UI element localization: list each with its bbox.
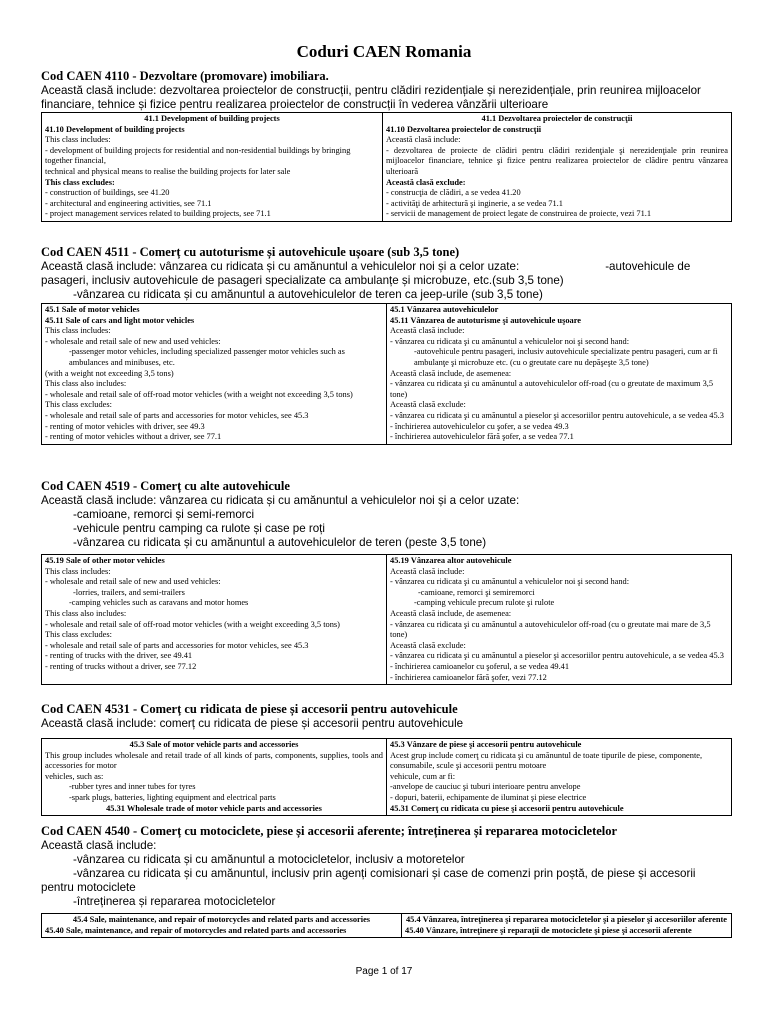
class-code: 41.10 Dezvoltarea proiectelor de construcţii	[386, 124, 542, 134]
include-item: (with a weight not exceeding 3,5 tons)	[45, 368, 174, 378]
group-title: 45.4 Vânzarea, întreţinerea şi repararea motocicletelor şi a pieselor şi accesoriilor aferente	[405, 915, 728, 924]
include-item: -camping vehicles such as caravans and motor homes	[69, 598, 249, 608]
include-item: -rubber tyres and inner tubes for tyres	[69, 782, 196, 792]
nace-comparison-table-4110	[41, 112, 732, 222]
section-4531	[41, 702, 731, 731]
includes-label: Această clasă include:	[390, 326, 465, 336]
section-intro	[41, 260, 731, 302]
intro-bullet: -camioane, remorci și semi-remorci	[73, 508, 255, 521]
intro-bullet: -vânzarea cu ridicata și cu amănuntul a autovehiculelor de teren (peste 3,5 tone)	[73, 536, 487, 549]
romanian-column	[387, 555, 732, 685]
english-column	[42, 914, 402, 938]
class-code: 45.19 Vânzarea altor autovehicule	[390, 556, 512, 565]
nace-comparison-table-4511	[41, 303, 732, 445]
exclude-item: - renting of motor vehicles without a driver, see 77.1	[45, 432, 222, 442]
include-item: -camioane, remorci şi semiremorci	[418, 587, 535, 597]
group-title: 41.1 Dezvoltarea proiectelor de construcţii	[481, 114, 633, 123]
exclude-item: - renting of trucks without a driver, see 77.12	[45, 661, 197, 671]
exclude-item: - închirierea autovehiculelor fără şofer, a se vedea 77.1	[390, 432, 574, 442]
section-intro	[41, 84, 731, 112]
include-item: -passenger motor vehicles, including specialized passenger motor vehicles such as ambulances and minibuses, etc.	[69, 347, 345, 367]
include-item: -camping vehicule precum rulote şi rulote	[414, 598, 555, 608]
section-intro	[41, 494, 731, 550]
section-heading: Cod CAEN 4540 - Comerț cu motociclete, piese și accesorii aferente; întreținerea și repararea motocicletelor	[41, 824, 618, 838]
nace-comparison-table-4531	[41, 738, 732, 816]
class-code: 41.10 Development of building projects	[45, 124, 185, 134]
intro-bullet: -vehicule pentru camping ca rulote și case pe roți	[73, 522, 325, 535]
exclude-item: - wholesale and retail sale of parts and accessories for motor vehicles, see 45.3	[45, 640, 309, 650]
intro-bullet: -vânzarea cu ridicata și cu amănuntul, inclusiv prin agenți comisionari și case de comenzi prin poștă, de piese și accesorii	[73, 867, 696, 880]
class-code: 45.40 Vânzare, întreţinere şi reparaţii de motociclete şi piese şi accesorii aferente	[405, 925, 692, 935]
excludes-label: This class excludes:	[45, 400, 112, 410]
exclude-item: - vânzarea cu ridicata şi cu amănuntul a pieselor şi accesoriilor pentru autovehicule, a se vedea 45.3	[390, 651, 724, 661]
exclude-item: - construction of buildings, see 41.20	[45, 188, 170, 198]
class-code: 45.11 Sale of cars and light motor vehicles	[45, 315, 195, 325]
intro-line: Această clasă include: comerț cu ridicata de piese și accesorii pentru autovehicule	[41, 717, 464, 730]
class-code: 45.11 Vânzarea de autoturisme şi autovehicule uşoare	[390, 315, 581, 325]
intro-line: Această clasă include: vânzarea cu ridicata și cu amănuntul a vehiculelor noi și a celor uzate:	[41, 494, 520, 507]
romanian-column	[387, 304, 732, 445]
exclude-item: - închirierea autovehiculelor cu şofer, a se vedea 49.3	[390, 421, 569, 431]
include-item: - wholesale and retail sale of off-road motor vehicles (with a weight exceeding 3,5 tons)	[45, 619, 340, 629]
intro-line: Această clasă include: vânzarea cu ridicata și cu amănuntul a vehiculelor noi și a celor uzate: -autovehicule de	[41, 260, 691, 273]
exclude-item: - renting of trucks with the driver, see 49.41	[45, 651, 193, 661]
section-heading: Cod CAEN 4110 - Dezvoltare (promovare) imobiliara.	[41, 69, 329, 83]
page-number: Page 1 of 17	[355, 966, 413, 977]
exclude-item: - închirierea camioanelor fără şofer, vezi 77.12	[390, 672, 547, 682]
intro-line: financiare, tehnice și fizice pentru realizarea proiectelor de construcții în vederea vânzării ulterioare	[41, 98, 549, 111]
include-item: - dopuri, baterii, echipamente de iluminat şi piese electrice	[390, 792, 587, 802]
section-4110	[41, 69, 731, 112]
class-code: 45.19 Sale of other motor vehicles	[45, 556, 165, 565]
exclude-item: - închirierea camioanelor cu şoferul, a se vedea 49.41	[390, 661, 570, 671]
include-item: - wholesale and retail sale of off-road motor vehicles (with a weight not exceeding 3,5 tons)	[45, 389, 353, 399]
include-item: -autovehicule pentru pasageri, inclusiv autovehicule specializate pentru pasageri, cum ar fi ambulanţe şi microbuze etc. (cu o greutate care nu depăşeşte 3,5 tone)	[414, 347, 718, 367]
includes-label: Această clasă include:	[386, 135, 461, 145]
english-column	[42, 555, 387, 685]
include-item: - vânzarea cu ridicata şi cu amănuntul a autovehiculelor off-road (cu o greutate de maximum 3,5 tone)	[390, 379, 714, 399]
exclude-item: - renting of motor vehicles with driver, see 49.3	[45, 421, 205, 431]
group-title: 41.1 Development of building projects	[144, 114, 280, 123]
document-title: Coduri CAEN Romania	[296, 42, 472, 61]
exclude-item: - construcţia de clădiri, a se vedea 41.20	[386, 188, 521, 198]
group-description: This group includes wholesale and retail trade of all kinds of parts, components, supplies, tools and accessories for motor	[45, 750, 383, 771]
include-item: - vânzarea cu ridicata şi cu amănuntul a vehiculelor noi şi second hand:	[390, 336, 630, 346]
intro-bullet: -vânzarea cu ridicata și cu amănuntul a autovehiculelor de teren ca jeep-urile (sub 3,5 tone)	[73, 288, 543, 301]
include-item: -lorries, trailers, and semi-trailers	[73, 587, 185, 597]
exclude-item: - vânzarea cu ridicata şi cu amănuntul a pieselor şi accesoriilor pentru autovehicule, a se vedea 45.3	[390, 410, 724, 420]
also-includes-label: This class also includes:	[45, 608, 127, 618]
also-includes-label: Această clasă include, de asemenea:	[390, 368, 512, 378]
excludes-label: Această clasă exclude:	[390, 640, 466, 650]
also-includes-label: This class also includes:	[45, 379, 127, 389]
also-includes-label: Această clasă include, de asemenea:	[390, 608, 512, 618]
group-description: vehicule, cum ar fi:	[390, 771, 456, 781]
include-item: - wholesale and retail sale of new and used vehicles:	[45, 336, 221, 346]
intro-line: pasageri, inclusiv autovehicule de pasageri specializate ca ambulanțe și microbuze, etc.(sub 3,5 tone)	[41, 274, 564, 287]
includes-label: This class includes:	[45, 135, 111, 145]
group-title: 45.3 Sale of motor vehicle parts and accessories	[129, 740, 299, 749]
include-item: - vânzarea cu ridicata şi cu amănuntul a vehiculelor noi şi second hand:	[390, 577, 630, 587]
include-item: technical and physical means to realise the building projects for later sale	[45, 166, 291, 176]
includes-label: This class includes:	[45, 326, 111, 336]
includes-label: This class includes:	[45, 566, 111, 576]
group-title: 45.1 Vânzarea autovehiculelor	[390, 305, 499, 314]
romanian-column	[383, 113, 732, 222]
section-intro	[41, 839, 731, 909]
exclude-item: - servicii de management de proiect legate de construirea de proiecte, vezi 71.1	[386, 209, 652, 219]
english-column	[42, 739, 387, 816]
excludes-label: This class excludes:	[45, 177, 115, 187]
intro-bullet: -întreținerea și repararea motocicletelor	[73, 895, 276, 908]
class-code: 45.31 Wholesale trade of motor vehicle parts and accessories	[106, 803, 322, 813]
include-item: - wholesale and retail sale of new and used vehicles:	[45, 577, 221, 587]
exclude-item: - project management services related to building projects, see 71.1	[45, 209, 271, 219]
includes-label: Această clasă include:	[390, 566, 465, 576]
group-title: 45.1 Sale of motor vehicles	[45, 305, 140, 314]
excludes-label: This class excludes:	[45, 630, 112, 640]
group-title: 45.4 Sale, maintenance, and repair of motorcycles and related parts and accessories	[72, 915, 371, 924]
section-heading: Cod CAEN 4531 - Comerț cu ridicata de piese și accesorii pentru autovehicule	[41, 702, 458, 716]
romanian-column	[387, 739, 732, 816]
intro-line: Această clasă include:	[41, 839, 157, 852]
exclude-item: - activităţi de arhitectură şi inginerie, a se vedea 71.1	[386, 198, 563, 208]
include-item: - development of building projects for residential and non-residential buildings by bringing together financial,	[45, 145, 351, 166]
class-code: 45.40 Sale, maintenance, and repair of motorcycles and related parts and accessories	[45, 925, 347, 935]
romanian-column	[402, 914, 732, 938]
group-title: 45.3 Vânzare de piese şi accesorii pentru autovehicule	[390, 740, 582, 749]
intro-bullet: -vânzarea cu ridicata și cu amănuntul a motocicletelor, inclusiv a motoretelor	[73, 853, 465, 866]
section-intro	[41, 717, 731, 731]
nace-comparison-table-4519	[41, 554, 732, 685]
group-description: Acest grup include comerţ cu ridicata şi cu amănuntul de toate tipurile de piese, componente, consumabile, scule şi accesorii pentru motoare	[390, 750, 703, 771]
section-4511	[41, 245, 731, 302]
exclude-item: - architectural and engineering activities, see 71.1	[45, 198, 212, 208]
excludes-label: Această clasă exclude:	[386, 177, 466, 187]
section-4519	[41, 479, 731, 550]
include-item: -anvelope de cauciuc şi tuburi interioare pentru anvelope	[390, 782, 581, 792]
nace-comparison-table-4540	[41, 913, 732, 938]
english-column	[42, 113, 383, 222]
section-heading: Cod CAEN 4519 - Comerț cu alte autovehicule	[41, 479, 290, 493]
excludes-label: Această clasă exclude:	[390, 400, 466, 410]
include-item: - vânzarea cu ridicata şi cu amănuntul a autovehiculelor off-road (cu o greutate mai mare de 3,5 tone)	[390, 619, 711, 640]
group-description: vehicles, such as:	[45, 771, 104, 781]
class-code: 45.31 Comerţ cu ridicata cu piese şi accesorii pentru autovehicule	[390, 803, 624, 813]
intro-line: Această clasă include: dezvoltarea proiectelor de construcții, pentru clădiri rezidențiale și nerezidențiale, prin reunirea mijloacelor	[41, 84, 701, 97]
exclude-item: - wholesale and retail sale of parts and accessories for motor vehicles, see 45.3	[45, 410, 309, 420]
section-heading: Cod CAEN 4511 - Comerț cu autoturisme și autovehicule ușoare (sub 3,5 tone)	[41, 245, 460, 259]
english-column	[42, 304, 387, 445]
intro-line: pentru motociclete	[41, 881, 136, 894]
section-4540	[41, 824, 731, 909]
include-item: -spark plugs, batteries, lighting equipment and electrical parts	[69, 792, 276, 802]
include-item: - dezvoltarea de proiecte de clădiri pentru clădiri rezidenţiale şi nerezidenţiale prin reunirea mijloacelor financiare, tehnice şi fizice pentru realizarea proiectelor de clădire pentru vânzarea ulterioară	[386, 145, 728, 176]
